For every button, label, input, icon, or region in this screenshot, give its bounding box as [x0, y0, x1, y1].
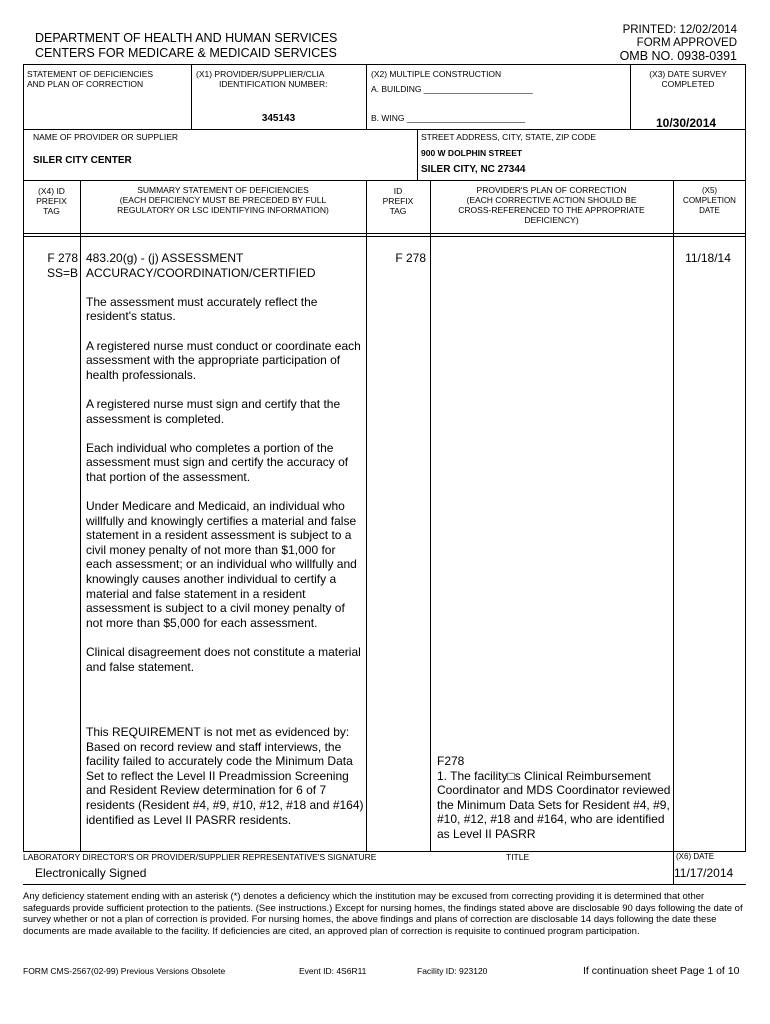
divider-columns-2: [23, 236, 746, 237]
summary-paragraph: Each individual who completes a portion of the assessment must sign and certify the accuracy of that portion of the assessment.: [86, 440, 349, 484]
agency-line-1: DEPARTMENT OF HEALTH AND HUMAN SERVICES: [35, 31, 338, 45]
col-summary-header: [80, 185, 366, 215]
wing-label: B. WING _________________________: [371, 113, 526, 123]
vline-sign-date: [673, 852, 674, 884]
col-x5-1: (X5): [701, 186, 718, 195]
x1-label-1: (X1) PROVIDER/SUPPLIER/CLIA: [196, 69, 325, 79]
form-approved: FORM APPROVED: [636, 37, 737, 49]
col-plan-1: PROVIDER'S PLAN OF CORRECTION: [476, 185, 627, 195]
page-indicator: If continuation sheet Page 1 of 10: [583, 965, 740, 977]
facility-id: Facility ID: 923120: [417, 966, 488, 976]
address-line-1: 900 W DOLPHIN STREET: [421, 148, 523, 158]
divider-signature: [23, 884, 746, 885]
scope-severity: SS=B: [46, 265, 78, 280]
vline-col-1: [80, 180, 81, 852]
signature-label: LABORATORY DIRECTOR'S OR PROVIDER/SUPPLIER REPRESENTATIVE'S SIGNATURE: [23, 852, 377, 862]
col-id-2: PREFIX: [382, 196, 414, 206]
col-summary-3: REGULATORY OR LSC IDENTIFYING INFORMATION): [117, 205, 329, 215]
provider-name-value: SILER CITY CENTER: [33, 155, 132, 166]
form-number: FORM CMS-2567(02-99) Previous Versions Obsolete: [23, 966, 226, 976]
col-id-3: TAG: [389, 206, 407, 216]
divider-provider: [23, 180, 746, 181]
vline-x2: [366, 64, 367, 129]
agency-header: [35, 31, 337, 61]
finding-block: [86, 725, 364, 827]
sign-date-label: (X6) DATE: [676, 852, 715, 861]
address-line-2: SILER CITY, NC 27344: [421, 164, 526, 175]
statement-label: [27, 69, 153, 89]
vline-col-3: [430, 180, 431, 852]
x3-label: [630, 69, 746, 89]
summary-paragraph: The assessment must accurately reflect the resident's status.: [86, 294, 318, 324]
col-x4-2: PREFIX: [36, 196, 67, 206]
statement-label-2: AND PLAN OF CORRECTION: [27, 79, 144, 89]
vline-address: [417, 129, 418, 180]
col-summary-1: SUMMARY STATEMENT OF DEFICIENCIES: [137, 185, 309, 195]
signature-value: Electronically Signed: [35, 866, 147, 880]
provider-name-label: NAME OF PROVIDER OR SUPPLIER: [33, 132, 178, 142]
x2-label: (X2) MULTIPLE CONSTRUCTION: [371, 69, 502, 79]
title-label: TITLE: [506, 852, 530, 862]
event-id: Event ID: 4S6R11: [299, 966, 367, 976]
col-x5-2: COMPLETION: [683, 196, 736, 205]
printed-date: PRINTED: 12/02/2014: [622, 24, 737, 36]
building-label: A. BUILDING _______________________: [371, 84, 533, 94]
col-x4-3: TAG: [43, 206, 60, 216]
plan-of-correction: [437, 754, 673, 842]
x3-label-2: COMPLETED: [661, 79, 715, 89]
plan-id-tag: F 278: [395, 251, 426, 265]
finding-intro: This REQUIREMENT is not met as evidenced by:: [86, 725, 350, 739]
statement-label-1: STATEMENT OF DEFICIENCIES: [27, 69, 154, 79]
col-id-1: ID: [393, 186, 403, 196]
col-x5-3: DATE: [699, 206, 720, 215]
x1-label: [196, 69, 364, 89]
finding-detail: Based on record review and staff interviews, the facility failed to accurately code the Minimum Data Set to reflect the Level II Preadmission Screening and Resident Review determination for 6 of 7 residents (Resident #4, #9, #10, #12, #18 and #164) identified as Level II PASRR residents.: [86, 739, 364, 827]
divider-top-fields: [23, 129, 746, 130]
col-plan-header: [430, 185, 673, 225]
col-plan-4: DEFICIENCY): [524, 215, 579, 225]
summary-paragraph: Under Medicare and Medicaid, an individual who willfully and knowingly certifies a material and false statement in a resident assessment is subject to a civil money penalty of not more than $1,000 for each assessment; or an individual who willfully and knowingly causes another individual to certify a material and false statement in a resident assessment is subject to a civil money penalty of not more than $5,000 for each assessment.: [86, 499, 357, 630]
completion-date: 11/18/14: [685, 251, 731, 265]
plan-text: 1. The facility□s Clinical Reimbursement Coordinator and MDS Coordinator reviewed the Minimum Data Sets for Resident #4, #9, #10, #12, #18 and #164, who are identified as Level II PASRR: [437, 768, 671, 841]
col-plan-3: CROSS-REFERENCED TO THE APPROPRIATE: [458, 205, 645, 215]
col-x4-header: [23, 186, 80, 216]
summary-column: [86, 251, 364, 689]
col-plan-2: (EACH CORRECTIVE ACTION SHOULD BE: [466, 195, 637, 205]
summary-paragraph: A registered nurse must conduct or coordinate each assessment with the appropriate participation of health professionals.: [86, 338, 361, 382]
agency-line-2: CENTERS FOR MEDICARE & MEDICAID SERVICES: [35, 46, 337, 60]
vline-col-2: [366, 180, 367, 852]
deficiency-tag: F 278: [47, 251, 78, 265]
address-label: STREET ADDRESS, CITY, STATE, ZIP CODE: [421, 132, 596, 142]
disclosure-note: Any deficiency statement ending with an asterisk (*) denotes a deficiency which the institution may be excused from correcting providing it is determined that other safeguards provide sufficient protection to the patients. (See instructions.) Except for nursing homes, the findings stated above are disclosable 90 days following the date of survey whether or not a plan of correction is provided. For nursing homes, the above findings and plans of correction are disclosable 14 days following the date these documents are made available to the facility. If deficiencies are cited, an approved plan of correction is requisite to continued program participation.: [23, 891, 743, 937]
col-summary-2: (EACH DEFICIENCY MUST BE PRECEDED BY FULL: [119, 195, 327, 205]
summary-paragraph: Clinical disagreement does not constitute a material and false statement.: [86, 645, 361, 674]
sign-date-value: 11/17/2014: [674, 866, 734, 880]
deficiency-tag-block: [23, 251, 78, 280]
regulation-title-2: ACCURACY/COORDINATION/CERTIFIED: [86, 265, 316, 280]
x1-label-2: IDENTIFICATION NUMBER:: [219, 79, 328, 89]
omb-number: OMB NO. 0938-0391: [619, 49, 737, 63]
regulation-title-1: 483.20(g) - (j) ASSESSMENT: [86, 251, 244, 265]
plan-tag: F278: [437, 754, 465, 768]
col-x4-1: (X4) ID: [38, 186, 65, 196]
col-x5-header: [673, 186, 746, 216]
provider-id-value: 345143: [261, 113, 296, 124]
col-id-header: [366, 186, 430, 216]
printed-block: [620, 24, 737, 63]
survey-completed-date: 10/30/2014: [656, 116, 717, 130]
x3-label-1: (X3) DATE SURVEY: [649, 69, 727, 79]
vline-col-4: [673, 180, 674, 852]
divider-columns: [23, 233, 746, 234]
summary-paragraph: A registered nurse must sign and certify that the assessment is completed.: [86, 396, 341, 426]
